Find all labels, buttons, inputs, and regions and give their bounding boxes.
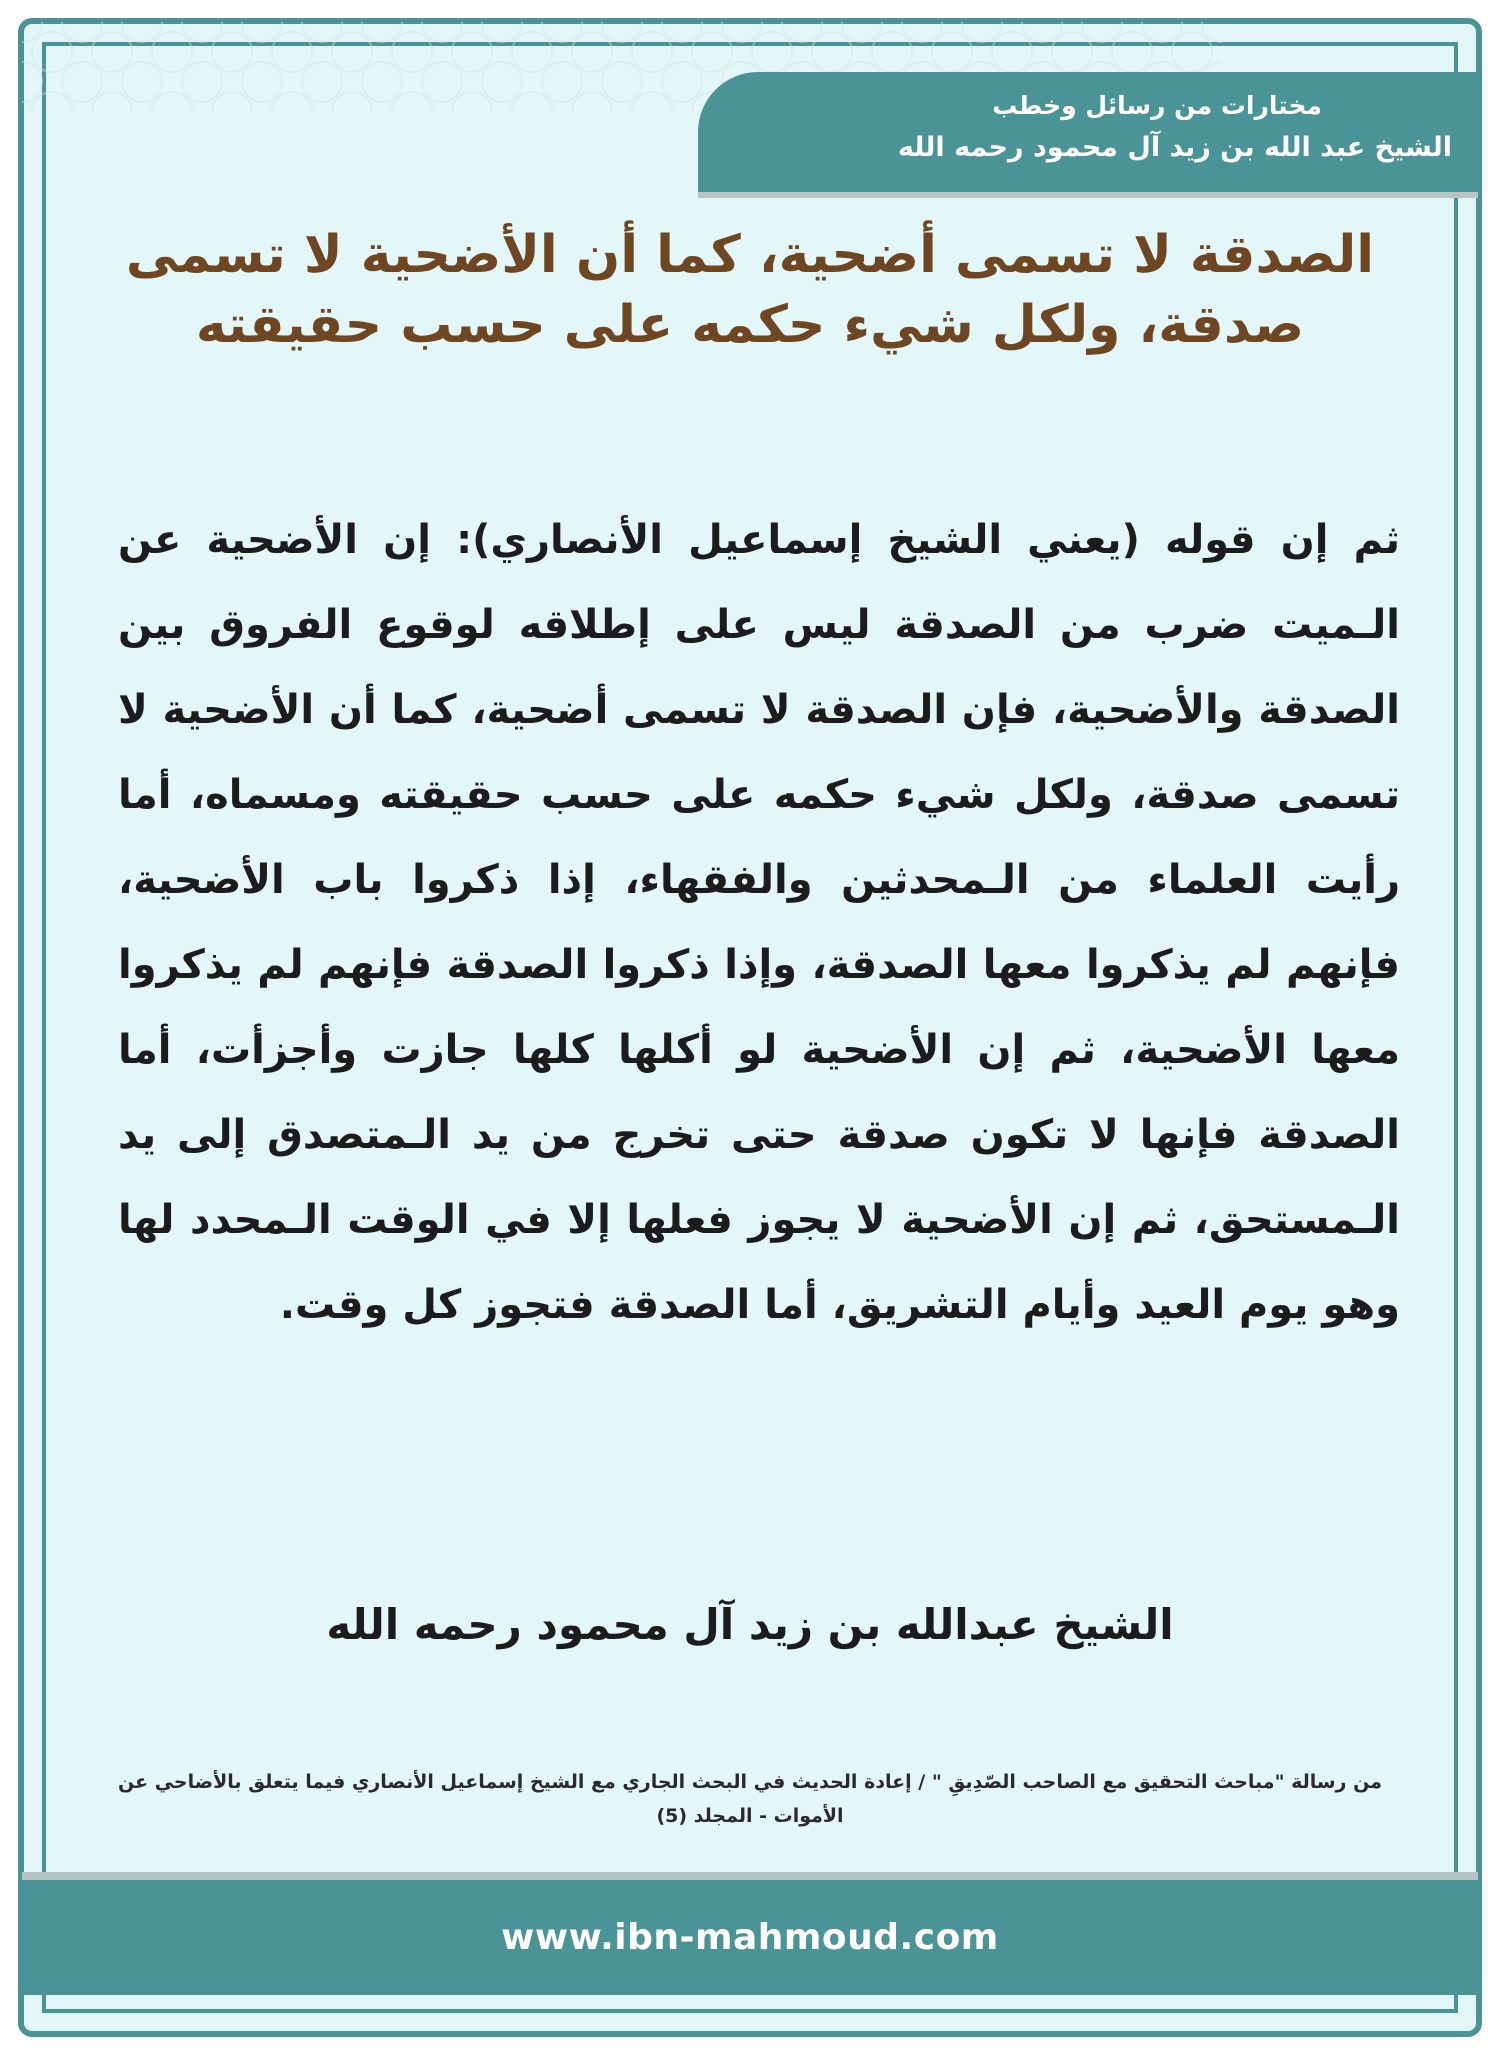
- website-link[interactable]: www.ibn-mahmoud.com: [501, 1917, 999, 1958]
- footer-band: [22, 1880, 1478, 1995]
- page-title: الصدقة لا تسمى أضحية، كما أن الأضحية لا تسمى صدقة، ولكل شيء حكمه على حسب حقيقته: [125, 225, 1375, 355]
- header-collection-title: مختارات من رسائل وخطب: [992, 91, 1322, 120]
- source-citation: من رسالة "مباحث التحقيق مع الصاحب الصّدِيقِ " / إعادة الحديث في البحث الجاري مع الشيخ إسماعيل الأنصاري فيما يتعلق بالأضاحي عن الأموات - المجلد (5): [118, 1771, 1382, 1827]
- body-text: ثم إن قوله (يعني الشيخ إسماعيل الأنصاري): إن الأضحية عن الـميت ضرب من الصدقة ليس على إطلاقه لوقوع الفروق بين الصدقة والأضحية، فإن الصدقة لا تسمى أضحية، كما أن الأضحية لا تسمى صدقة، ولكل شيء حكمه على حسب حقيقته ومسماه، أما رأيت العلماء من الـمحدثين والفقهاء، إذا ذكروا باب الأضحية، فإنهم لم يذكروا معها الصدقة، وإذا ذكروا الصدقة فإنهم لم يذكروا معها الأضحية، ثم إن الأضحية لو أكلها كلها جازت وأجزأت، أما الصدقة فإنها لا تكون صدقة حتى تخرج من يد الـمتصدق إلى يد الـمستحق، ثم إن الأضحية لا يجوز فعلها إلا في الوقت الـمحدد لها وهو يوم العيد وأيام التشريق، أما الصدقة فتجوز كل وقت.: [118, 517, 1400, 1328]
- header: [692, 86, 1452, 170]
- header-author-name: الشيخ عبد الله بن زيد آل محمود رحمه الله: [897, 132, 1452, 163]
- footer-stripe: [22, 1872, 1478, 1880]
- author-signature: الشيخ عبدالله بن زيد آل محمود رحمه الله: [326, 1600, 1174, 1649]
